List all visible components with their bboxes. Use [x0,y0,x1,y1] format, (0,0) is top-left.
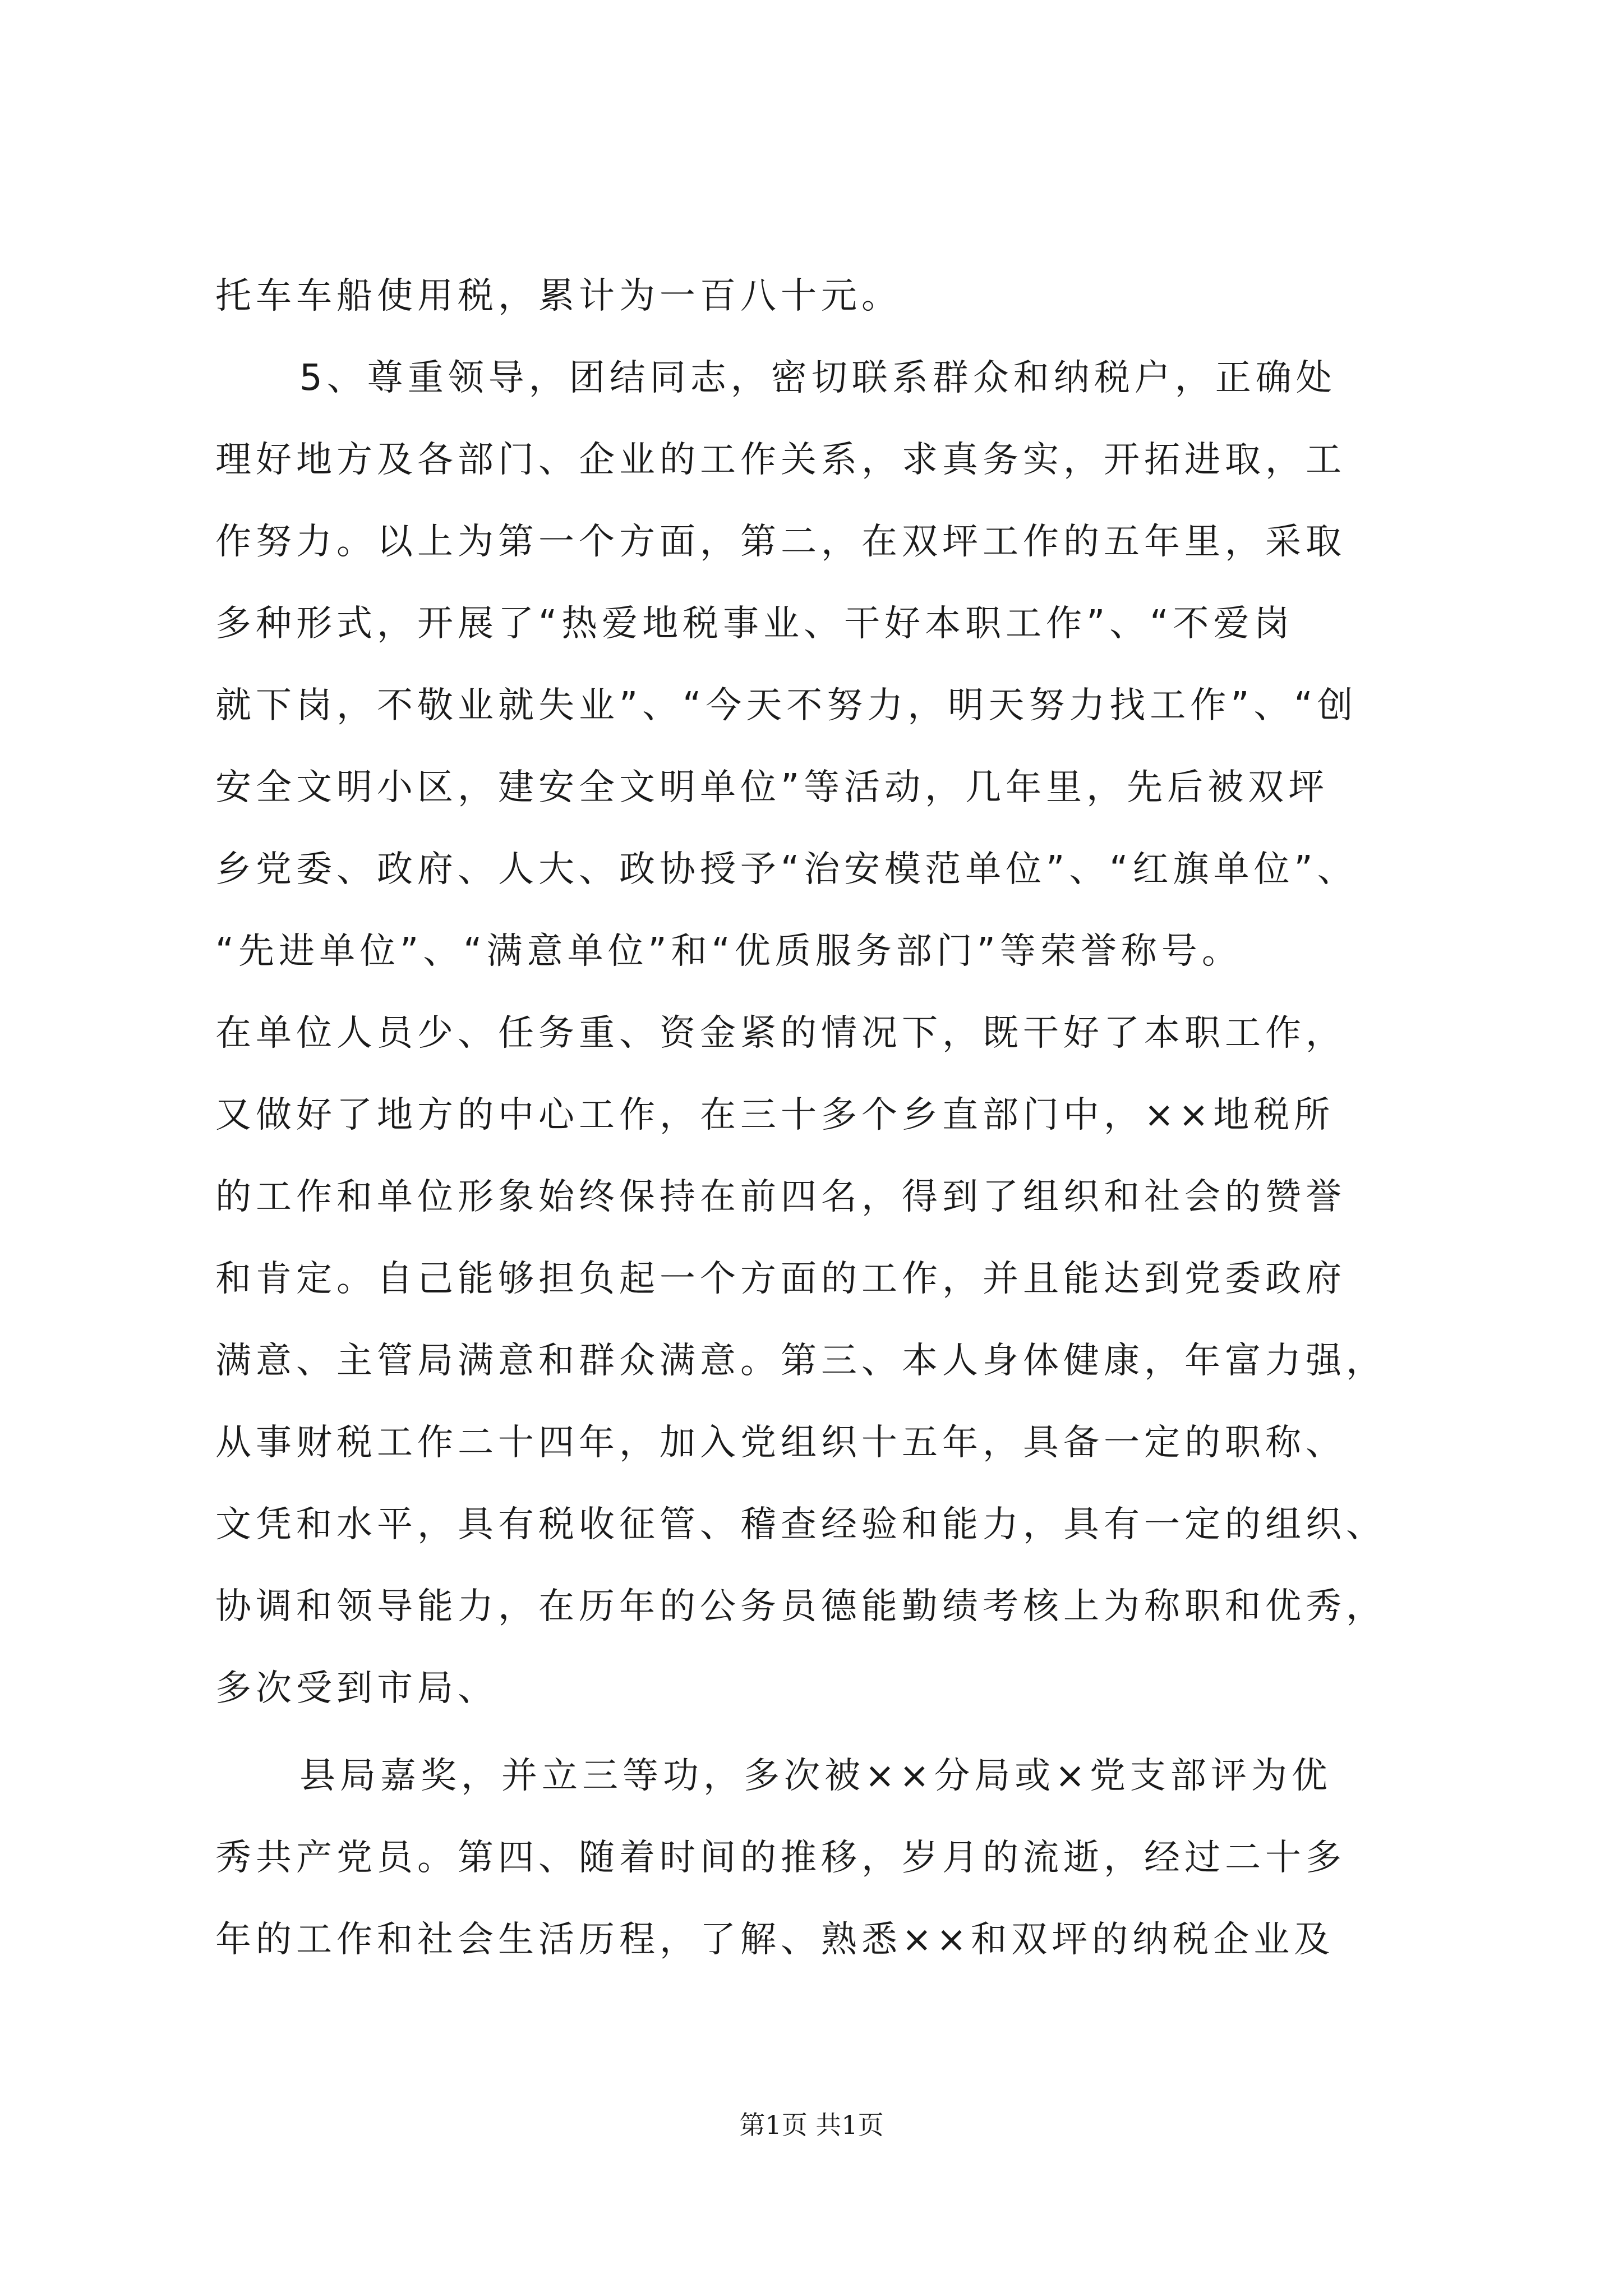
text-line: 文凭和水平，具有税收征管、稽查经验和能力，具有一定的组织、 [215,1504,1386,1545]
text-line: 在单位人员少、任务重、资金紧的情况下，既干好了本职工作， [215,1013,1346,1054]
text-line: 年的工作和社会生活历程，了解、熟悉××和双坪的纳税企业及 [215,1919,1335,1961]
text-line: 协调和领导能力，在历年的公务员德能勤绩考核上为称职和优秀， [215,1586,1386,1627]
text-line: 作努力。以上为第一个方面，第二，在双坪工作的五年里，采取 [215,521,1346,563]
text-line: 又做好了地方的中心工作，在三十多个乡直部门中，××地税所 [215,1094,1335,1136]
text-line: 多次受到市局、 [215,1668,498,1709]
text-line: 县局嘉奖，并立三等功，多次被××分局或×党支部评为优 [299,1755,1332,1797]
page-footer: 第1页 共1页 [739,2110,884,2140]
text-line: 从事财税工作二十四年，加入党组织十五年，具备一定的职称、 [215,1422,1346,1464]
text-line: 多种形式，开展了“热爱地税事业、干好本职工作”、“不爱岗 [215,603,1294,645]
text-line: 满意、主管局满意和群众满意。第三、本人身体健康，年富力强， [215,1340,1386,1382]
text-line: 的工作和单位形象始终保持在前四名，得到了组织和社会的赞誉 [215,1176,1346,1218]
text-line: 就下岗，不敬业就失业”、“今天不努力，明天努力找工作”、“创 [215,685,1358,726]
text-line: 安全文明小区，建安全文明单位”等活动，几年里，先后被双坪 [215,767,1329,808]
text-line: 和肯定。自己能够担负起一个方面的工作，并且能达到党委政府 [215,1258,1346,1300]
text-line: 5、尊重领导，团结同志，密切联系群众和纳税户，正确处 [299,357,1336,399]
text-line: 理好地方及各部门、企业的工作关系，求真务实，开拓进取，工 [215,439,1346,481]
text-line: 托车车船使用税，累计为一百八十元。 [215,275,902,317]
text-line: “先进单位”、“满意单位”和“优质服务部门”等荣誉称号。 [215,931,1242,972]
text-line: 秀共产党员。第四、随着时间的推移，岁月的流逝，经过二十多 [215,1837,1346,1879]
text-line: 乡党委、政府、人大、政协授予“治安模范单位”、“红旗单位”、 [215,849,1358,890]
